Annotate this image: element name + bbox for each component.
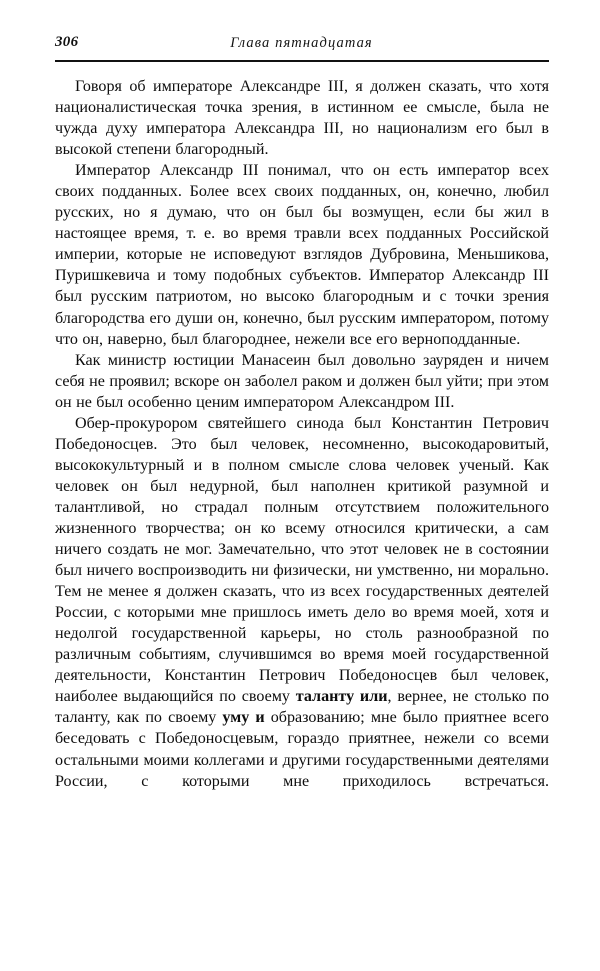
- chapter-running-title: Глава пятнадцатая: [230, 35, 373, 51]
- paragraph-2: Император Александр III понимал, что он есть император всех своих подданных. Более всех своих подданных, он, конечно, любил русских, но я думаю, что он был бы возмущен, если бы жил в настоящее время, т. е. во время травли всех подданных Российской империи, которые не исповедуют взглядов Дубровина, Меньшикова, Пуришкевича и тому подобных субъектов. Император Александр III был русским патриотом, но высоко благородным и с точки зрения благородства его души он, конечно, был русским императором, потому что он, наверно, был благороднее, нежели все его верноподданные.: [55, 162, 549, 348]
- paragraph-4-lead: Обер-прокурором святейшего синода был Константин Петрович Победоносцев. Это был человек, несомненно, высокодаровитый, высококультурный и в полном смысле слова человек ученый. Как человек он был недурной, был наполнен критикой разумной и талантливой, но страдал полным отсутствием положительного жизненного творчества; он ко всему относился критически, а сам ничего создать не мог. Замечательно, что этот человек не в состоянии был ничего воспроизводить ни физически, ни умственно, ни морально. Тем не менее я должен сказать, что из всех государственных деятелей России, с которыми мне пришлось иметь дело во время моей, хотя и недолгой государственной карьеры, но столь разнообразной по различным событиям, случившимся во время моей государственной деятельности, Константин Петрович Победоносцев был человек, наиболее выдающийся по своему: [55, 414, 549, 706]
- header-rule: [55, 60, 549, 62]
- paragraph-1: Говоря об императоре Александре III, я должен сказать, что хотя националистическая точка зрения, в истинном ее смысле, была не чужда духу императора Александра III, но национализм его был в высокой степени благородный.: [55, 78, 549, 159]
- body-text: [55, 76, 549, 792]
- page-number: 306: [55, 34, 79, 50]
- paragraph-4-inked-run-2: уму и: [222, 709, 265, 727]
- paragraph-4-middle: , вернее, не столько по таланту, как по своему: [55, 688, 549, 727]
- paragraph-4: [55, 413, 549, 792]
- paragraph-4-inked-run-1: таланту или: [295, 688, 388, 706]
- running-head: [55, 32, 548, 56]
- paragraph-4-tail: образованию; мне было приятнее всего беседовать с Победоносцевым, гораздо приятнее, нежели со всеми остальными моими коллегами и другими государственными деятелями России, с которыми мне приходилось встречаться.: [55, 709, 549, 790]
- paragraph-3: Как министр юстиции Манасеин был довольно зауряден и ничем себя не проявил; вскоре он заболел раком и должен был уйти; при этом он не был особенно ценим императором Александром III.: [55, 351, 549, 411]
